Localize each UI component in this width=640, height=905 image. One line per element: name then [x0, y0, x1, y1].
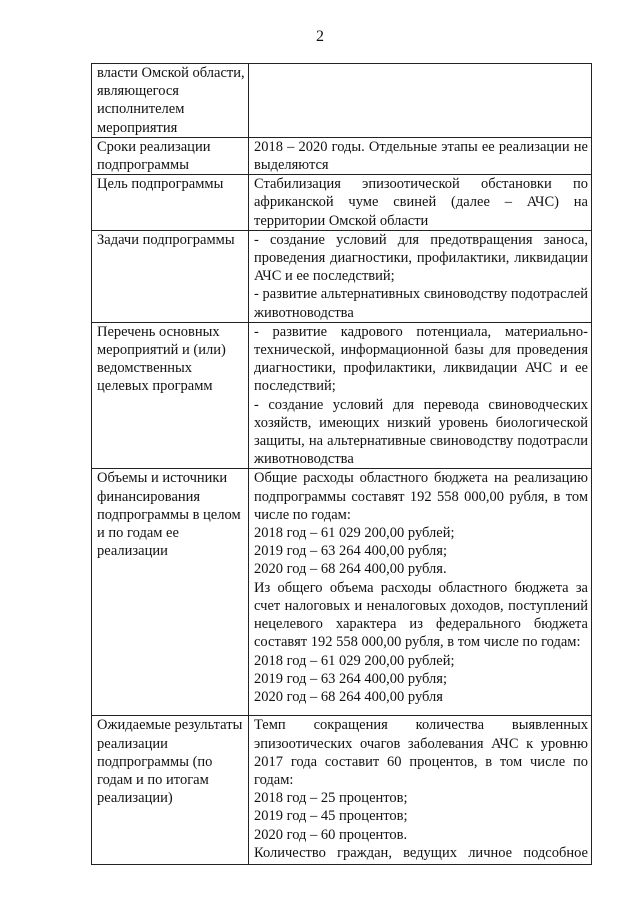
content-line: 2020 год – 68 264 400,00 рубля.	[254, 561, 447, 578]
table-row	[92, 137, 592, 174]
row-label: власти Омской области, являющегося исполнителем мероприятия	[92, 64, 249, 138]
table-row	[92, 469, 592, 716]
content-line: Из общего объема расходы областного бюджета за счет налоговых и неналоговых доходов, поступлений нецелевого характера из федерального бюджета составят 192 558 000,00 рубля, в том числе по годам:	[254, 579, 588, 651]
content-line: Количество граждан, ведущих личное подсобное	[254, 844, 588, 861]
content-line: 2020 год – 60 процентов.	[254, 826, 408, 843]
row-label: Цель подпрограммы	[92, 175, 249, 231]
content-line: - развитие альтернативных свиноводству подотраслей животноводства	[254, 286, 588, 321]
row-content	[249, 230, 592, 322]
content-line: - создание условий для предотвращения заноса, проведения диагностики, профилактики, ликвидации АЧС и ее последствий;	[254, 231, 588, 285]
table-row	[92, 175, 592, 231]
row-content	[249, 137, 592, 174]
row-content	[249, 469, 592, 716]
content-line: 2019 год – 63 264 400,00 рубля;	[254, 543, 447, 560]
content-line: 2018 год – 61 029 200,00 рублей;	[254, 652, 455, 669]
content-line: 2018 год – 25 процентов;	[254, 790, 408, 807]
content-line: Темп сокращения количества выявленных эпизоотических очагов заболевания АЧС к уровню 2017 года составит 60 процентов, в том числе по годам:	[254, 717, 588, 789]
table-row	[92, 716, 592, 864]
row-label: Объемы и источники финансирования подпрограммы в целом и по годам ее реализации	[92, 469, 249, 716]
content-line: 2020 год – 68 264 400,00 рубля	[254, 688, 443, 705]
row-content	[249, 716, 592, 864]
table-row	[92, 230, 592, 322]
content-line: 2019 год – 45 процентов;	[254, 808, 408, 825]
row-content	[249, 64, 592, 138]
row-label: Перечень основных мероприятий и (или) ведомственных целевых программ	[92, 322, 249, 469]
content-line: - развитие кадрового потенциала, материально-технической, информационной базы для проведения диагностики, профилактики, ликвидации АЧС и ее последствий;	[254, 323, 588, 395]
content-line: Стабилизация эпизоотической обстановки по африканской чуме свиней (далее – АЧС) на территории Омской области	[254, 176, 588, 229]
row-content	[249, 175, 592, 231]
content-line: 2018 – 2020 годы. Отдельные этапы ее реализации не выделяются	[254, 138, 588, 174]
page-number: 2	[316, 28, 324, 45]
row-content	[249, 322, 592, 469]
row-label: Сроки реализации подпрограммы	[92, 137, 249, 174]
content-line: 2018 год – 61 029 200,00 рублей;	[254, 525, 455, 542]
content-line: 2019 год – 63 264 400,00 рубля;	[254, 670, 447, 687]
table-row	[92, 322, 592, 469]
content-line: - создание условий для перевода свиноводческих хозяйств, имеющих низкий уровень биологической защиты, на альтернативные свиноводству подотрасли животноводства	[254, 396, 588, 468]
content-line: Общие расходы областного бюджета на реализацию подпрограммы составят 192 558 000,00 рубля, в том числе по годам:	[254, 470, 588, 523]
row-label: Ожидаемые результаты реализации подпрограммы (по годам и по итогам реализации)	[92, 716, 249, 864]
table-row	[92, 64, 592, 138]
passport-table	[91, 63, 592, 865]
row-label: Задачи подпрограммы	[92, 230, 249, 322]
